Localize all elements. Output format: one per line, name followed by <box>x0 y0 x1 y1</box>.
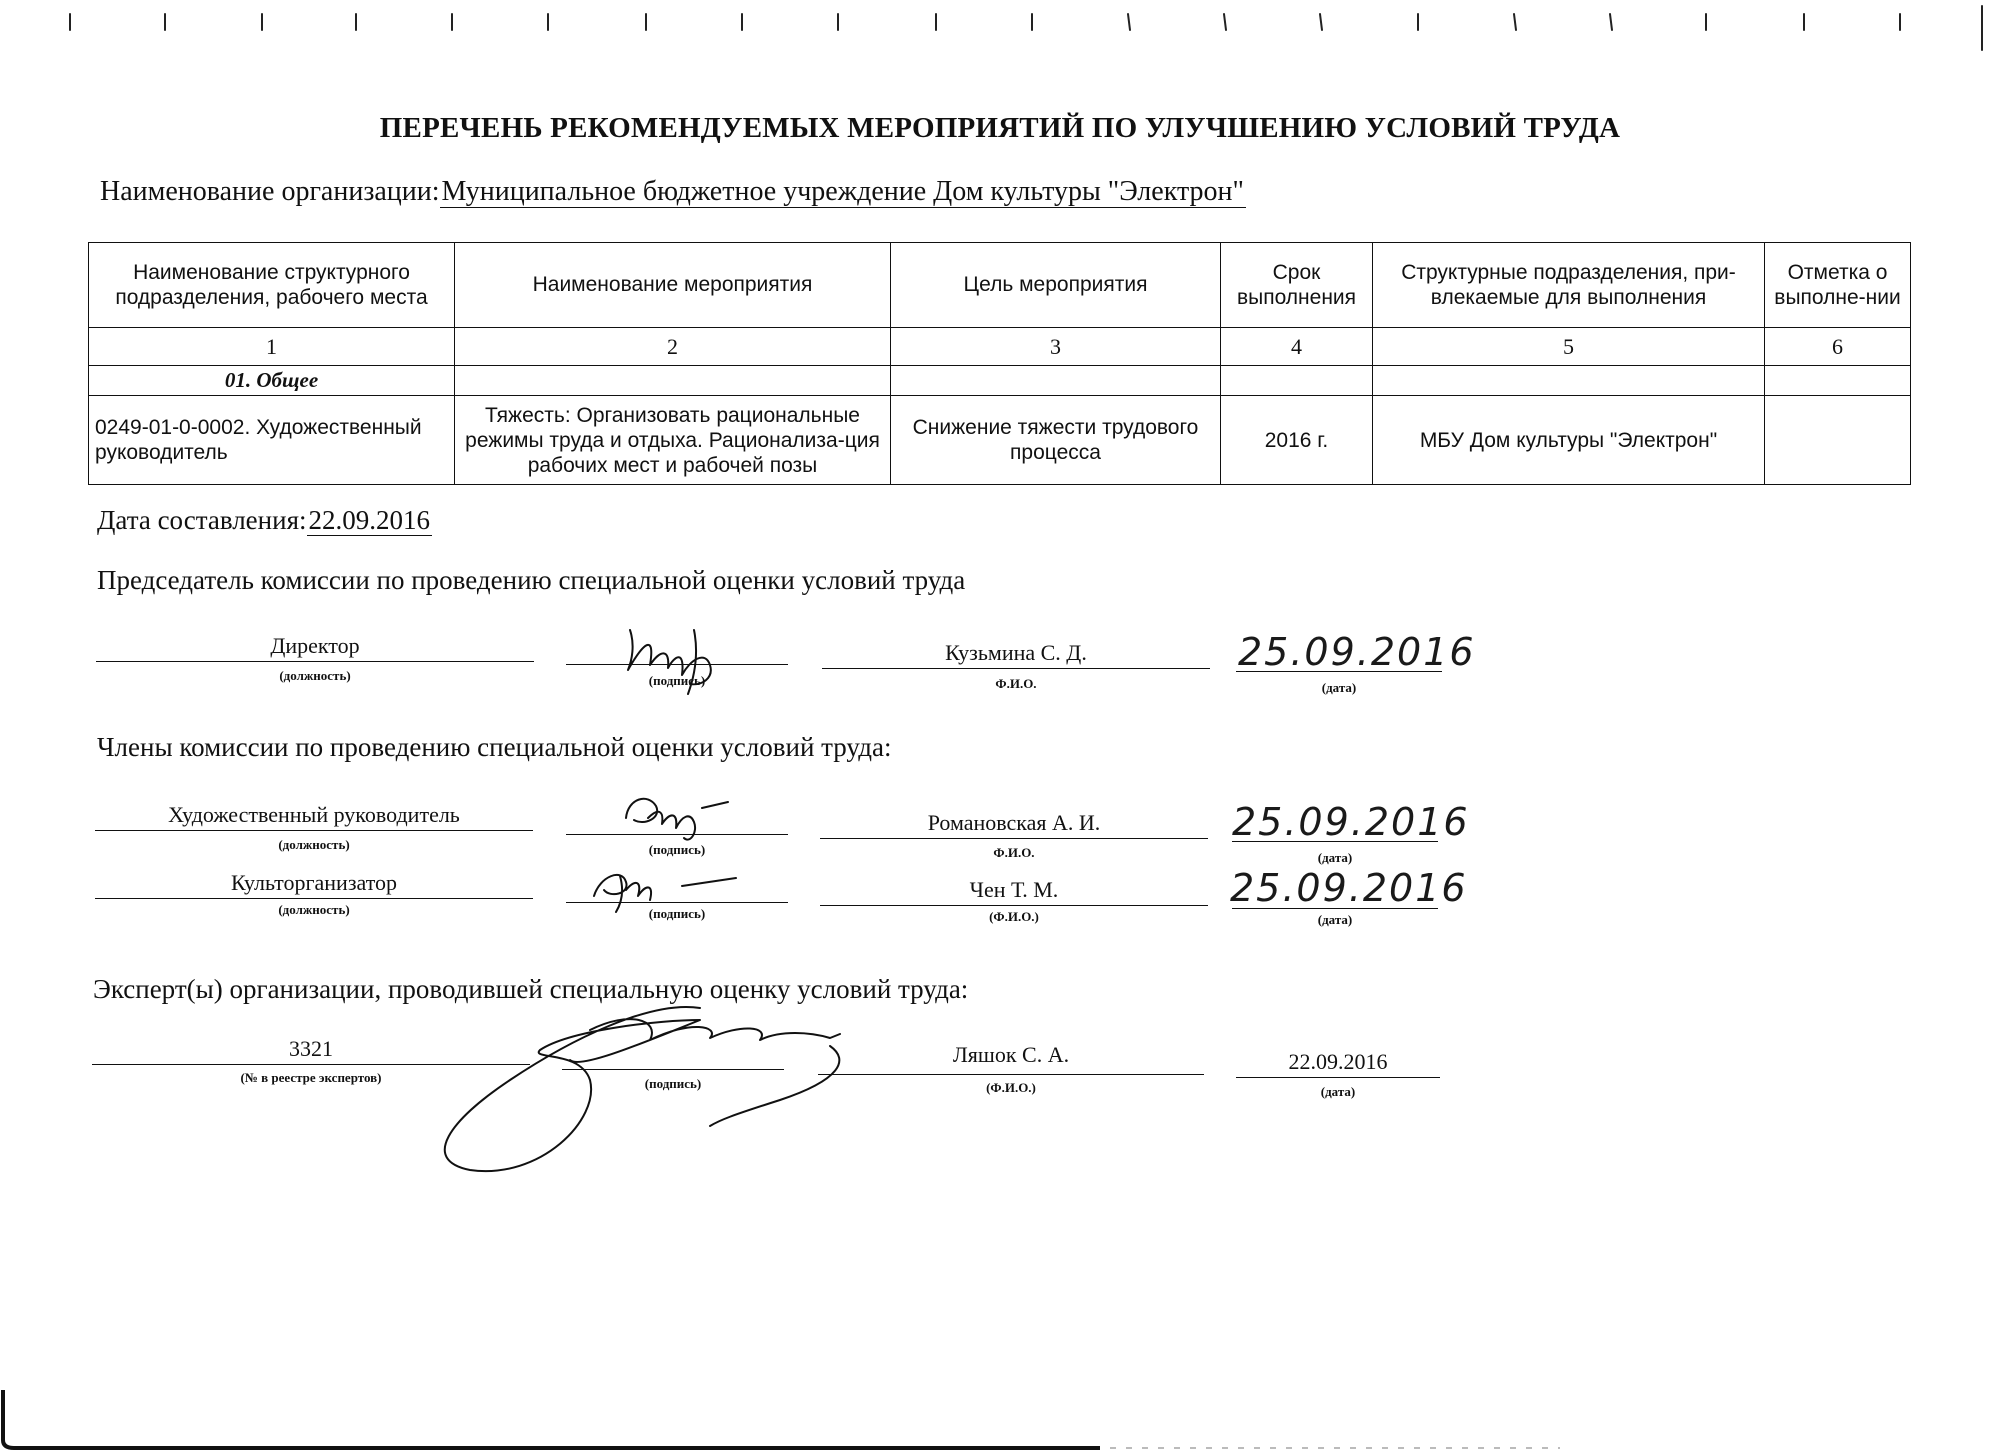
term-cell: 2016 г. <box>1221 396 1373 485</box>
measures-table <box>88 242 1911 485</box>
expert-name-line <box>818 1074 1204 1075</box>
column-number: 4 <box>1221 327 1373 365</box>
expert-date-line <box>1236 1077 1440 1078</box>
caption-name: Ф.И.О. <box>993 845 1035 860</box>
date-compiled-value: 22.09.2016 <box>308 505 430 535</box>
header-workplace: Наименование структурного подразделения, рабочего места <box>89 243 455 328</box>
table-section-row <box>89 366 1911 396</box>
header-measure: Наименование мероприятия <box>455 243 891 328</box>
experts-heading: Эксперт(ы) организации, проводившей специальную оценку условий труда: <box>93 974 969 1004</box>
measures-table-container <box>88 242 1910 485</box>
date-compiled-label: Дата составления: <box>97 505 307 535</box>
expert-registry-number: 3321 <box>289 1036 333 1061</box>
scan-edge-marks <box>0 0 2000 60</box>
member-name: Романовская А. И. <box>927 810 1101 835</box>
table-number-row <box>89 327 1911 365</box>
caption-position: (должность) <box>279 668 351 683</box>
caption-name: (Ф.И.О.) <box>986 1080 1036 1095</box>
column-number: 5 <box>1373 327 1765 365</box>
caption-position: (должность) <box>278 902 350 917</box>
column-number: 2 <box>455 327 891 365</box>
caption-date: (дата) <box>1317 912 1353 927</box>
scan-border-artifact <box>0 1390 2000 1454</box>
organization-name: Муниципальное бюджетное учреждение Дом культуры "Электрон" <box>441 176 1244 207</box>
caption-date: (дата) <box>1321 680 1357 695</box>
table-header-row <box>89 243 1911 328</box>
caption-name: (Ф.И.О.) <box>989 909 1039 924</box>
member-name-line <box>820 905 1208 906</box>
chairman-name-line <box>822 668 1210 669</box>
column-number: 3 <box>891 327 1221 365</box>
caption-signature: (подпись) <box>648 842 706 857</box>
caption-date: (дата) <box>1317 850 1353 865</box>
chairman-position-line <box>96 661 534 662</box>
chairman-position: Директор <box>270 633 360 658</box>
member-position: Художественный руководитель <box>168 802 460 827</box>
section-title: 01. Общее <box>89 366 455 396</box>
table-row <box>89 396 1911 485</box>
caption-signature: (подпись) <box>648 906 706 921</box>
chairman-heading: Председатель комиссии по проведению специальной оценки условий труда <box>97 565 966 595</box>
organization-line <box>100 176 1246 208</box>
member-date-handwritten: 25.09.2016 <box>1230 866 1468 910</box>
empty-cell <box>455 366 891 396</box>
column-number: 1 <box>89 327 455 365</box>
column-number: 6 <box>1765 327 1911 365</box>
empty-cell <box>1765 366 1911 396</box>
chairman-date-handwritten: 25.09.2016 <box>1238 630 1476 674</box>
members-heading: Члены комиссии по проведению специальной оценки условий труда: <box>97 732 892 762</box>
header-goal: Цель мероприятия <box>891 243 1221 328</box>
expert-name: Ляшок С. А. <box>952 1042 1070 1067</box>
member-position-line <box>95 830 533 831</box>
departments-cell: МБУ Дом культуры "Электрон" <box>1373 396 1765 485</box>
date-compiled-line <box>97 505 432 536</box>
caption-position: (должность) <box>278 837 350 852</box>
workplace-cell: 0249-01-0-0002. Художественный руководитель <box>89 396 455 485</box>
caption-signature: (подпись) <box>648 673 706 688</box>
expert-date: 22.09.2016 <box>1288 1049 1388 1074</box>
mark-cell <box>1765 396 1911 485</box>
header-mark: Отметка о выполне-нии <box>1765 243 1911 328</box>
member-signature <box>618 788 748 848</box>
empty-cell <box>1373 366 1765 396</box>
organization-label: Наименование организации: <box>100 176 440 207</box>
caption-registry: (№ в реестре экспертов) <box>240 1070 382 1085</box>
empty-cell <box>891 366 1221 396</box>
header-departments: Структурные подразделения, при-влекаемые для выполнения <box>1373 243 1765 328</box>
goal-cell: Снижение тяжести трудового процесса <box>891 396 1221 485</box>
member-position: Культорганизатор <box>230 870 398 895</box>
caption-signature: (подпись) <box>644 1076 702 1091</box>
caption-date: (дата) <box>1320 1084 1356 1099</box>
chairman-name: Кузьмина С. Д. <box>945 640 1087 665</box>
header-term: Срок выполнения <box>1221 243 1373 328</box>
member-name: Чен Т. М. <box>969 877 1059 902</box>
member-position-line <box>95 898 533 899</box>
member-name-line <box>820 838 1208 839</box>
member-date-handwritten: 25.09.2016 <box>1232 800 1470 844</box>
document-title: ПЕРЕЧЕНЬ РЕКОМЕНДУЕМЫХ МЕРОПРИЯТИЙ ПО УЛУЧШЕНИЮ УСЛОВИЙ ТРУДА <box>379 112 1621 144</box>
empty-cell <box>1221 366 1373 396</box>
measure-cell: Тяжесть: Организовать рациональные режимы труда и отдыха. Рационализа-ция рабочих мест и рабочей позы <box>455 396 891 485</box>
caption-name: Ф.И.О. <box>995 676 1037 691</box>
